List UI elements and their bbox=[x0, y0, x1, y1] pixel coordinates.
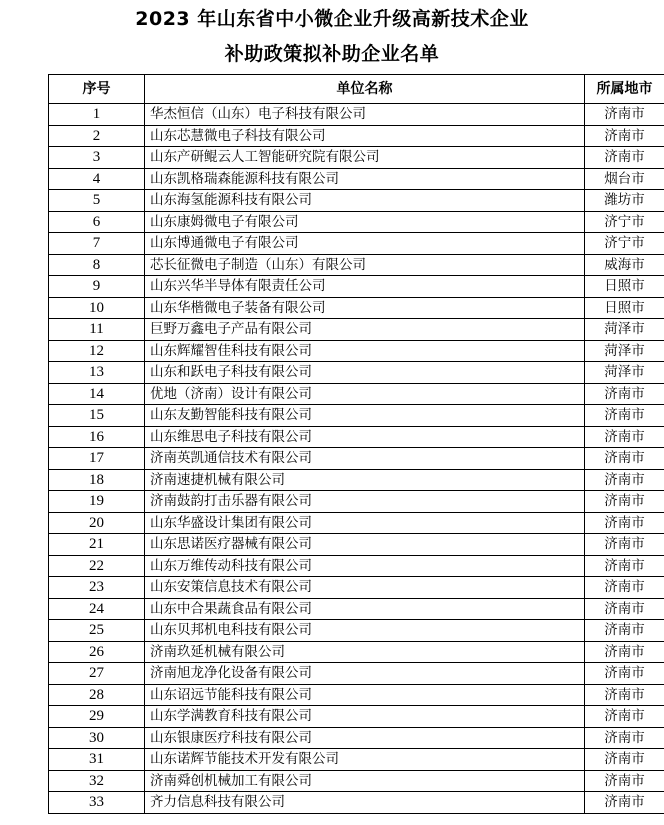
company-list-table bbox=[48, 74, 664, 814]
city-cell: 济南市 bbox=[585, 491, 664, 513]
table-row bbox=[49, 684, 664, 706]
table-body bbox=[49, 104, 664, 814]
table-row bbox=[49, 792, 664, 814]
city-cell: 日照市 bbox=[585, 276, 664, 298]
table-row bbox=[49, 147, 664, 169]
city-cell: 济南市 bbox=[585, 620, 664, 642]
city-cell: 菏泽市 bbox=[585, 340, 664, 362]
company-name-cell: 山东辉耀智佳科技有限公司 bbox=[145, 340, 585, 362]
company-name-cell: 济南玖延机械有限公司 bbox=[145, 641, 585, 663]
company-name-cell: 山东友勤智能科技有限公司 bbox=[145, 405, 585, 427]
city-cell: 威海市 bbox=[585, 254, 664, 276]
document-title-line-2: 补助政策拟补助企业名单 bbox=[224, 43, 440, 65]
serial-number-cell: 12 bbox=[49, 340, 145, 362]
company-name-cell: 山东维思电子科技有限公司 bbox=[145, 426, 585, 448]
serial-number-cell: 31 bbox=[49, 749, 145, 771]
city-cell: 济南市 bbox=[585, 684, 664, 706]
company-name-cell: 山东华楷微电子装备有限公司 bbox=[145, 297, 585, 319]
table-row bbox=[49, 211, 664, 233]
header-serial-number: 序号 bbox=[49, 75, 145, 104]
table-row bbox=[49, 426, 664, 448]
table-row bbox=[49, 276, 664, 298]
city-cell: 济南市 bbox=[585, 555, 664, 577]
company-name-cell: 山东兴华半导体有限责任公司 bbox=[145, 276, 585, 298]
serial-number-cell: 6 bbox=[49, 211, 145, 233]
serial-number-cell: 22 bbox=[49, 555, 145, 577]
serial-number-cell: 11 bbox=[49, 319, 145, 341]
company-name-cell: 山东诺辉节能技术开发有限公司 bbox=[145, 749, 585, 771]
serial-number-cell: 3 bbox=[49, 147, 145, 169]
city-cell: 济南市 bbox=[585, 469, 664, 491]
company-name-cell: 山东思诺医疗器械有限公司 bbox=[145, 534, 585, 556]
city-cell: 济宁市 bbox=[585, 233, 664, 255]
city-cell: 济宁市 bbox=[585, 211, 664, 233]
serial-number-cell: 10 bbox=[49, 297, 145, 319]
serial-number-cell: 33 bbox=[49, 792, 145, 814]
city-cell: 济南市 bbox=[585, 383, 664, 405]
city-cell: 济南市 bbox=[585, 749, 664, 771]
company-name-cell: 山东银康医疗科技有限公司 bbox=[145, 727, 585, 749]
table-row bbox=[49, 233, 664, 255]
table-row bbox=[49, 448, 664, 470]
table-row bbox=[49, 168, 664, 190]
company-name-cell: 山东诏远节能科技有限公司 bbox=[145, 684, 585, 706]
serial-number-cell: 2 bbox=[49, 125, 145, 147]
table-row bbox=[49, 319, 664, 341]
serial-number-cell: 26 bbox=[49, 641, 145, 663]
header-company-name: 单位名称 bbox=[145, 75, 585, 104]
table-row bbox=[49, 104, 664, 126]
city-cell: 济南市 bbox=[585, 104, 664, 126]
serial-number-cell: 27 bbox=[49, 663, 145, 685]
serial-number-cell: 29 bbox=[49, 706, 145, 728]
company-name-cell: 山东凯格瑞森能源科技有限公司 bbox=[145, 168, 585, 190]
company-name-cell: 优地（济南）设计有限公司 bbox=[145, 383, 585, 405]
serial-number-cell: 17 bbox=[49, 448, 145, 470]
table-row bbox=[49, 555, 664, 577]
table-row bbox=[49, 749, 664, 771]
company-name-cell: 山东博通微电子有限公司 bbox=[145, 233, 585, 255]
table-row bbox=[49, 340, 664, 362]
table-row bbox=[49, 362, 664, 384]
table-row bbox=[49, 770, 664, 792]
serial-number-cell: 15 bbox=[49, 405, 145, 427]
city-cell: 济南市 bbox=[585, 534, 664, 556]
header-city: 所属地市 bbox=[585, 75, 664, 104]
company-name-cell: 芯长征微电子制造（山东）有限公司 bbox=[145, 254, 585, 276]
company-name-cell: 山东康姆微电子有限公司 bbox=[145, 211, 585, 233]
table-row bbox=[49, 491, 664, 513]
company-name-cell: 济南旭龙净化设备有限公司 bbox=[145, 663, 585, 685]
company-name-cell: 济南英凯通信技术有限公司 bbox=[145, 448, 585, 470]
city-cell: 济南市 bbox=[585, 448, 664, 470]
serial-number-cell: 21 bbox=[49, 534, 145, 556]
company-name-cell: 齐力信息科技有限公司 bbox=[145, 792, 585, 814]
company-name-cell: 山东海氢能源科技有限公司 bbox=[145, 190, 585, 212]
serial-number-cell: 23 bbox=[49, 577, 145, 599]
table-row bbox=[49, 125, 664, 147]
company-name-cell: 华杰恒信（山东）电子科技有限公司 bbox=[145, 104, 585, 126]
serial-number-cell: 20 bbox=[49, 512, 145, 534]
table-row bbox=[49, 254, 664, 276]
city-cell: 菏泽市 bbox=[585, 362, 664, 384]
serial-number-cell: 7 bbox=[49, 233, 145, 255]
table-row bbox=[49, 663, 664, 685]
city-cell: 济南市 bbox=[585, 147, 664, 169]
table-row bbox=[49, 383, 664, 405]
company-name-cell: 济南速捷机械有限公司 bbox=[145, 469, 585, 491]
serial-number-cell: 16 bbox=[49, 426, 145, 448]
city-cell: 济南市 bbox=[585, 792, 664, 814]
company-name-cell: 山东和跃电子科技有限公司 bbox=[145, 362, 585, 384]
table-row bbox=[49, 598, 664, 620]
city-cell: 济南市 bbox=[585, 405, 664, 427]
table-row bbox=[49, 297, 664, 319]
city-cell: 济南市 bbox=[585, 577, 664, 599]
city-cell: 济南市 bbox=[585, 125, 664, 147]
company-name-cell: 济南舜创机械加工有限公司 bbox=[145, 770, 585, 792]
table-row bbox=[49, 405, 664, 427]
table-row bbox=[49, 620, 664, 642]
company-name-cell: 山东中合果蔬食品有限公司 bbox=[145, 598, 585, 620]
city-cell: 济南市 bbox=[585, 706, 664, 728]
table-row bbox=[49, 469, 664, 491]
serial-number-cell: 13 bbox=[49, 362, 145, 384]
serial-number-cell: 24 bbox=[49, 598, 145, 620]
city-cell: 潍坊市 bbox=[585, 190, 664, 212]
company-name-cell: 巨野万鑫电子产品有限公司 bbox=[145, 319, 585, 341]
serial-number-cell: 14 bbox=[49, 383, 145, 405]
company-name-cell: 山东华盛设计集团有限公司 bbox=[145, 512, 585, 534]
city-cell: 烟台市 bbox=[585, 168, 664, 190]
city-cell: 菏泽市 bbox=[585, 319, 664, 341]
city-cell: 济南市 bbox=[585, 598, 664, 620]
table-row bbox=[49, 641, 664, 663]
serial-number-cell: 25 bbox=[49, 620, 145, 642]
serial-number-cell: 1 bbox=[49, 104, 145, 126]
table-row bbox=[49, 706, 664, 728]
serial-number-cell: 28 bbox=[49, 684, 145, 706]
serial-number-cell: 4 bbox=[49, 168, 145, 190]
table-row bbox=[49, 190, 664, 212]
serial-number-cell: 9 bbox=[49, 276, 145, 298]
city-cell: 日照市 bbox=[585, 297, 664, 319]
serial-number-cell: 30 bbox=[49, 727, 145, 749]
serial-number-cell: 32 bbox=[49, 770, 145, 792]
company-name-cell: 济南鼓韵打击乐器有限公司 bbox=[145, 491, 585, 513]
city-cell: 济南市 bbox=[585, 426, 664, 448]
company-name-cell: 山东产研鲲云人工智能研究院有限公司 bbox=[145, 147, 585, 169]
company-name-cell: 山东学满教育科技有限公司 bbox=[145, 706, 585, 728]
city-cell: 济南市 bbox=[585, 663, 664, 685]
table-row bbox=[49, 577, 664, 599]
city-cell: 济南市 bbox=[585, 512, 664, 534]
table-row bbox=[49, 534, 664, 556]
document-title-line-1: 2023 年山东省中小微企业升级高新技术企业 bbox=[135, 8, 529, 30]
city-cell: 济南市 bbox=[585, 770, 664, 792]
city-cell: 济南市 bbox=[585, 641, 664, 663]
city-cell: 济南市 bbox=[585, 727, 664, 749]
company-name-cell: 山东安策信息技术有限公司 bbox=[145, 577, 585, 599]
company-name-cell: 山东芯慧微电子科技有限公司 bbox=[145, 125, 585, 147]
table-header-row bbox=[49, 75, 664, 104]
company-name-cell: 山东贝邦机电科技有限公司 bbox=[145, 620, 585, 642]
company-name-cell: 山东万维传动科技有限公司 bbox=[145, 555, 585, 577]
serial-number-cell: 18 bbox=[49, 469, 145, 491]
table-row bbox=[49, 512, 664, 534]
serial-number-cell: 8 bbox=[49, 254, 145, 276]
serial-number-cell: 19 bbox=[49, 491, 145, 513]
table-row bbox=[49, 727, 664, 749]
serial-number-cell: 5 bbox=[49, 190, 145, 212]
